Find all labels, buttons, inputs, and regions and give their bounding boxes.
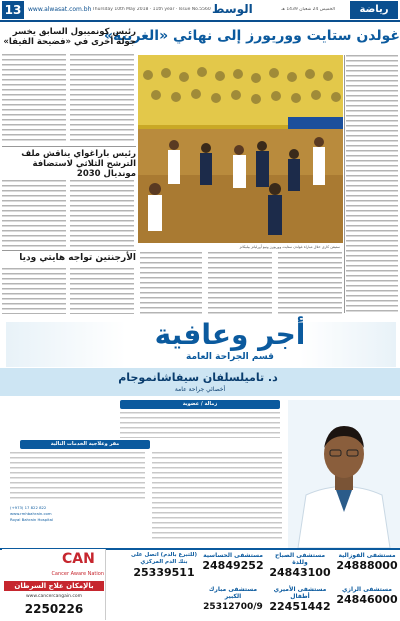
advert-title: أجر وعافية — [154, 318, 306, 351]
article-text-col1 — [140, 252, 202, 314]
hands-graphic-right — [300, 322, 396, 367]
date-english: Thursday 10th May 2018 · 11th year · Issue No.5560 — [92, 7, 211, 12]
doctor-photo — [288, 400, 400, 548]
hospital-cell: مستشفى الرازي 24846000 — [336, 586, 398, 606]
hospital-name: Royal Bahrain Hospital — [10, 517, 54, 522]
services-label: مقر وعلاجية الخدمات التالية — [20, 440, 150, 449]
article-text-paraguay-a — [2, 180, 66, 248]
doctor-role: أخصائي جراحة عامة — [174, 386, 226, 393]
hospital-cell: مستشفى الحساسية 24849252 — [202, 552, 264, 572]
article-text-col2 — [208, 252, 272, 314]
cancer-slogan: بالإمكان علاج السرطان — [4, 581, 104, 591]
section-label: رياضة — [350, 1, 398, 19]
qualifications-list — [120, 412, 280, 438]
hospital-cell: مستشفى الصباح وللدة 24843100 — [269, 552, 331, 579]
right-column-text — [346, 55, 398, 313]
website-link[interactable]: www.alwasat.com.bh — [28, 6, 92, 13]
hands-graphic-left — [6, 322, 126, 367]
headline-paraguay: رئيس باراغواي يناقش ملف الترشح الثلاثي لاستضافة مونديال 2030 — [21, 149, 136, 179]
qualifications-label: زمالة / عضوية — [120, 400, 280, 409]
contact-phone[interactable]: (+973) 17 822 822 — [10, 505, 47, 510]
cancer-website[interactable]: www.cancercangain.com — [26, 594, 82, 599]
article-text-col3 — [278, 252, 342, 314]
cancer-title: Cancer Aware Nation — [51, 571, 104, 577]
article-text-argentina-a — [2, 268, 66, 314]
article-text-conmebol-b — [70, 54, 134, 144]
photo-caption: ستيفن كاري خلال مباراة غولدن ستايت ووريورز ونيو أورليانز بيليكانز — [239, 245, 340, 249]
cancer-phone[interactable]: 2250226 — [24, 602, 84, 616]
article-text-conmebol-a — [2, 54, 66, 144]
headline-argentina: الأرجنتين تواجه هايتي وديا — [19, 253, 136, 263]
newspaper-logo: الوسط — [212, 2, 253, 16]
hospital-cell: مستشفى الأميري أطفال 22451442 — [269, 586, 331, 613]
blood-bank-cell: (للتبرع بالدم) اتصل على بنك الدم المركزي 25339511 — [131, 552, 197, 579]
contact-website[interactable]: www.rmhbahrain.com — [10, 511, 52, 516]
services-list-a — [10, 452, 145, 500]
hospital-cell: مستشفى الفوزالية 24888000 — [336, 552, 398, 572]
hospital-cell: مستشفى مبارك الكبير 25312700/9 — [203, 586, 263, 612]
date-arabic: الخميس 24 شعبان 1439 هـ — [281, 7, 335, 12]
contact-info — [10, 505, 100, 523]
can-logo-icon: CAN — [62, 551, 95, 567]
services-list-b — [152, 452, 282, 542]
article-text-paraguay-b — [70, 180, 134, 248]
headline-conmebol: رئيس كونميبول السابق يخسر جولة أخرى في «فضيحة الفيفا» — [3, 27, 136, 47]
doctor-name: د. تاميلسلفان سيفاشانموجام — [118, 371, 278, 384]
advert-department: قسم الجراحة العامة — [186, 352, 274, 362]
page-number: 13 — [2, 1, 24, 19]
main-headline: غولدن ستايت ووريورز إلى نهائي «الغربية» — [103, 28, 400, 44]
basketball-photo — [138, 55, 343, 243]
article-text-argentina-b — [70, 268, 134, 314]
cancer-awareness-box — [2, 549, 106, 620]
